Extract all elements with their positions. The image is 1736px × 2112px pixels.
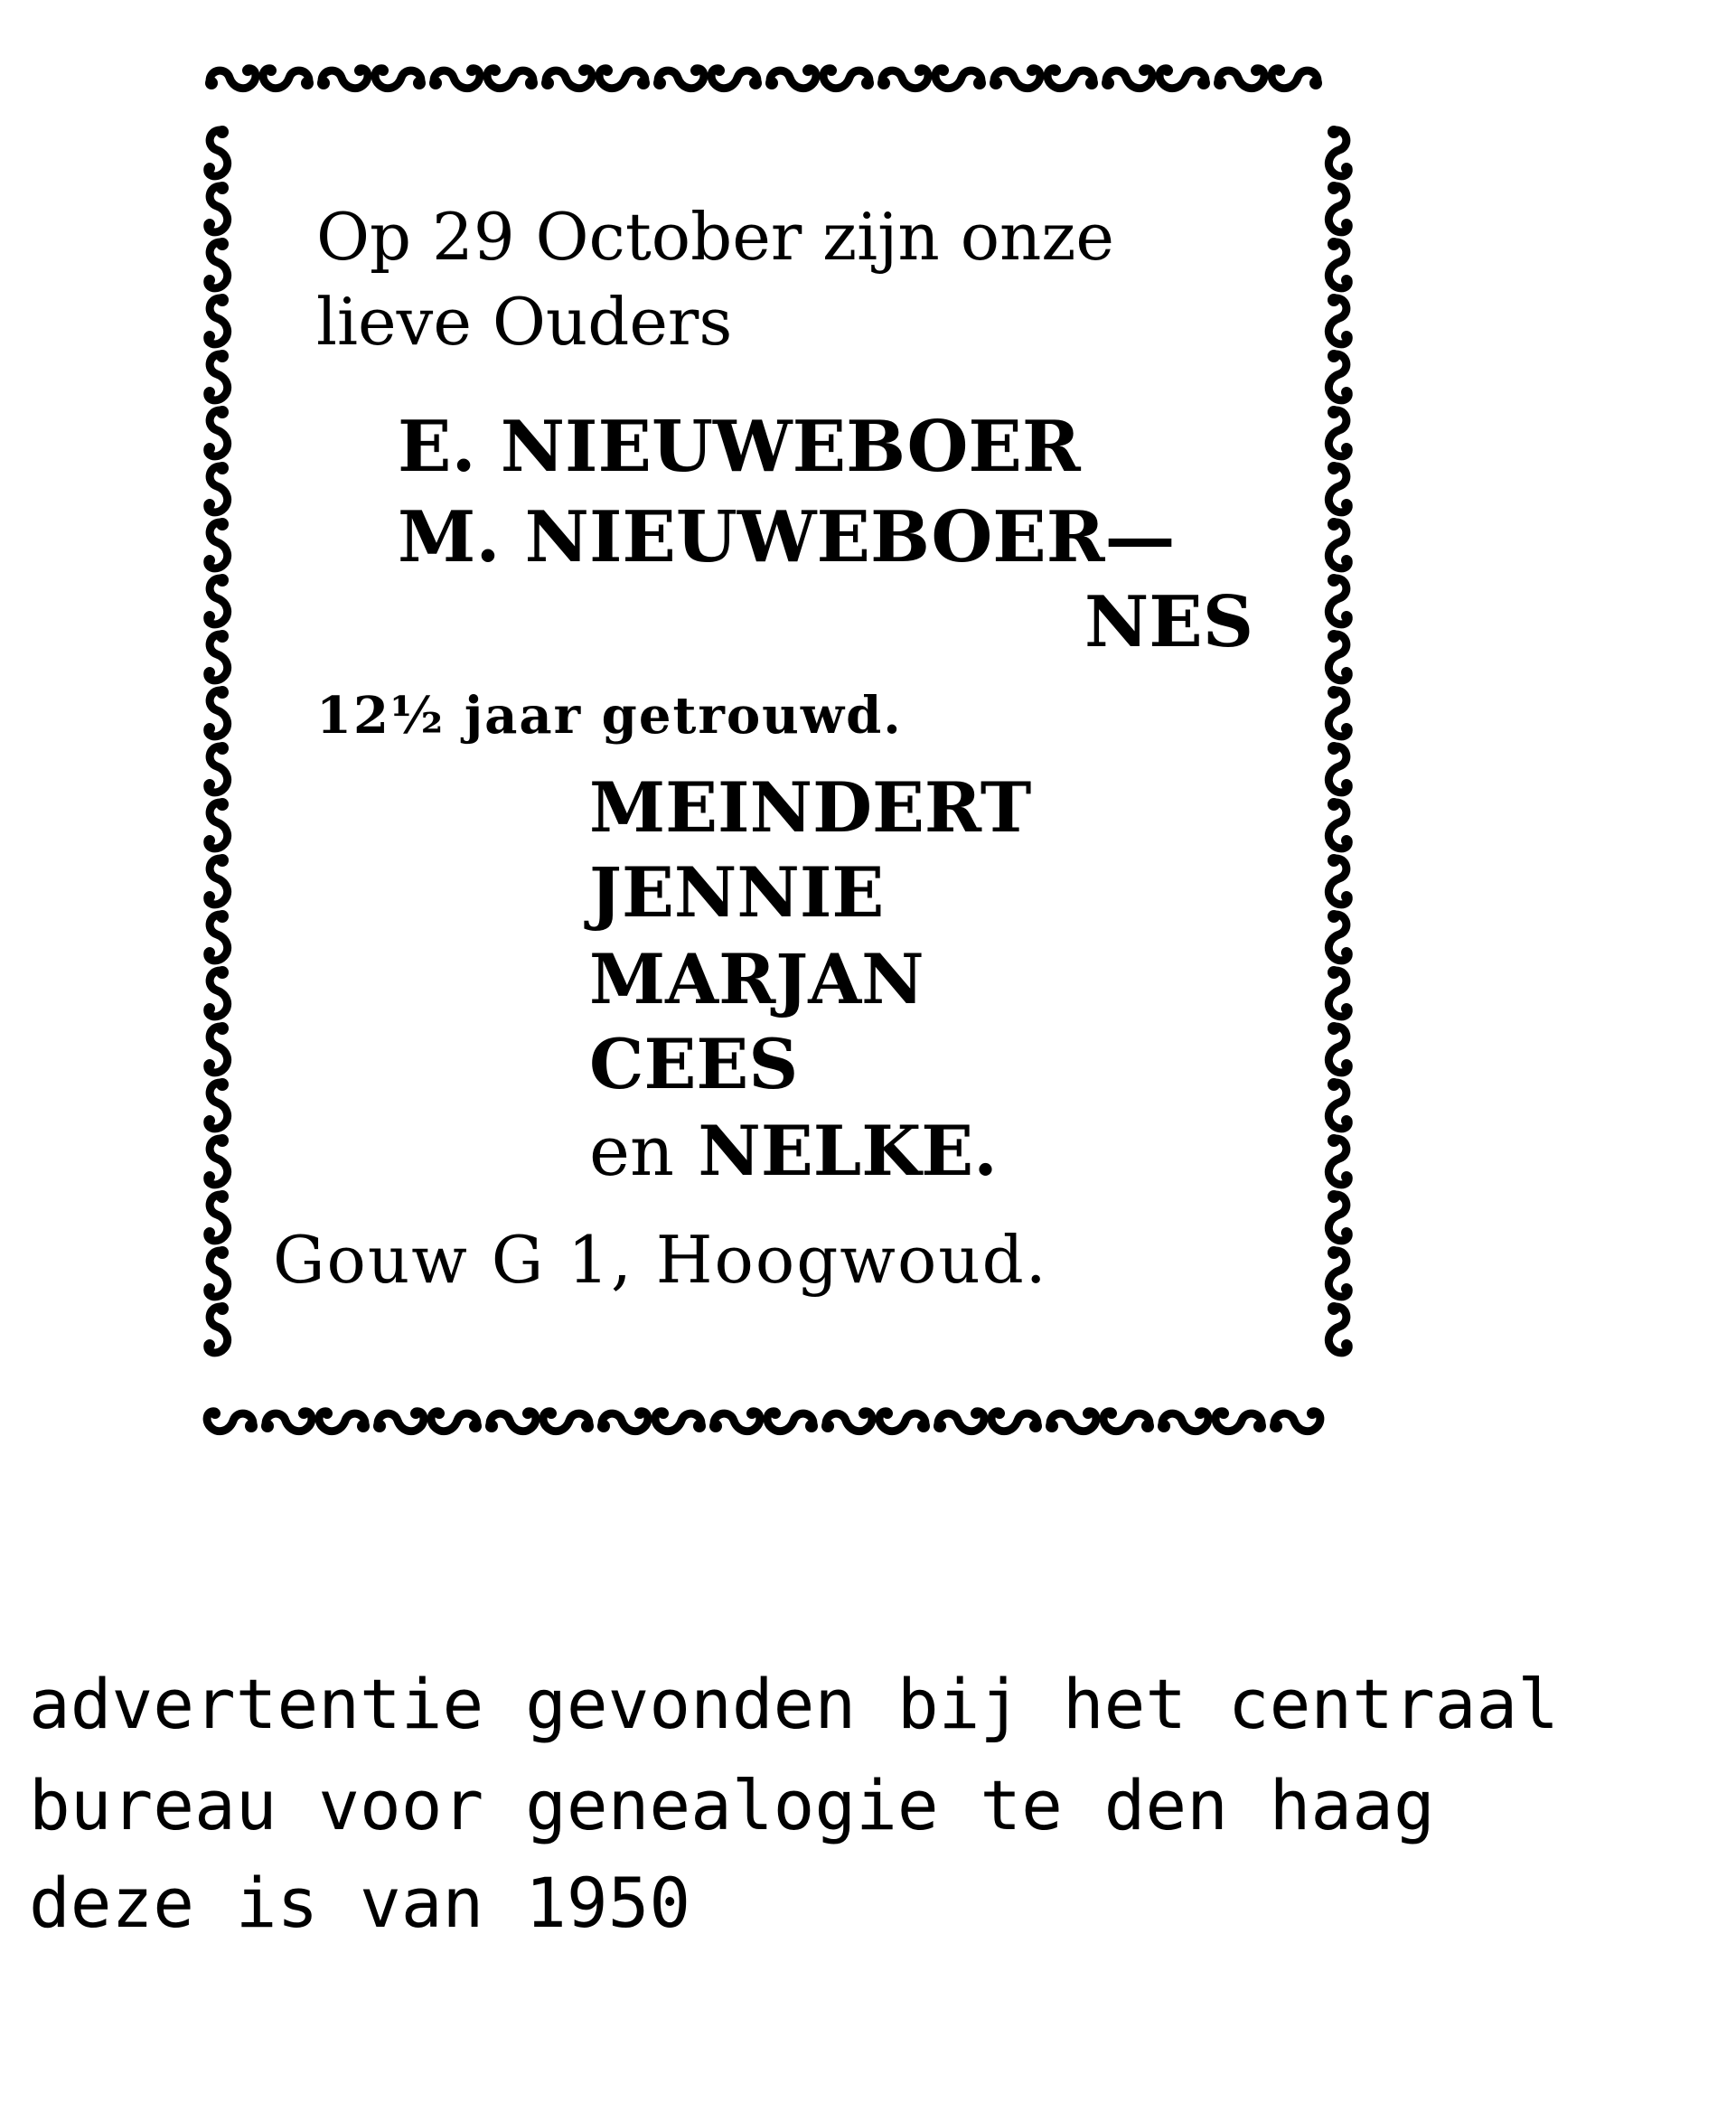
child-name: CEES xyxy=(589,1024,799,1104)
border-scroll-ornament xyxy=(204,1022,229,1073)
border-scroll-ornament xyxy=(1328,798,1352,849)
border-scroll-ornament xyxy=(204,182,229,232)
border-scroll-ornament xyxy=(204,350,229,400)
border-scroll-ornament xyxy=(1328,462,1352,512)
border-scroll-ornament xyxy=(261,1408,312,1432)
border-scroll-ornament xyxy=(204,686,229,737)
border-scroll-ornament xyxy=(1328,406,1352,456)
border-scroll-ornament xyxy=(204,1078,229,1129)
border-scroll-ornament xyxy=(204,1134,229,1185)
border-scroll-ornament xyxy=(204,798,229,849)
border-scroll-ornament xyxy=(375,65,426,89)
border-scroll-ornament xyxy=(204,1190,229,1241)
border-scroll-ornament xyxy=(1328,686,1352,737)
border-scroll-ornament xyxy=(204,574,229,624)
border-scroll-ornament xyxy=(1328,630,1352,681)
child-prefix: en xyxy=(589,1111,674,1191)
border-scroll-ornament xyxy=(1328,1190,1352,1241)
border-scroll-ornament xyxy=(485,1408,536,1432)
border-scroll-ornament xyxy=(373,1408,424,1432)
child-name: JENNIE xyxy=(589,852,885,933)
border-scroll-ornament xyxy=(1103,1408,1154,1432)
border-scroll-ornament xyxy=(767,1408,818,1432)
border-scroll-ornament xyxy=(1047,65,1098,89)
border-scroll-ornament xyxy=(1215,1408,1266,1432)
border-scroll-ornament xyxy=(1159,65,1210,89)
border-scroll-ornament xyxy=(653,65,704,89)
border-scroll-ornament xyxy=(1328,910,1352,961)
border-scroll-ornament xyxy=(599,65,650,89)
caption-line-2: bureau voor genealogie te den haag xyxy=(29,1765,1435,1845)
child-name-last xyxy=(589,1111,998,1191)
border-scroll-ornament xyxy=(765,65,816,89)
border-scroll-ornament xyxy=(990,65,1040,89)
border-scroll-ornament xyxy=(821,1408,872,1432)
border-scroll-ornament xyxy=(1328,966,1352,1017)
border-scroll-ornament xyxy=(1328,1246,1352,1297)
border-scroll-ornament xyxy=(1214,65,1264,89)
child-name: MARJAN xyxy=(589,939,924,1019)
border-scroll-ornament xyxy=(709,1408,760,1432)
border-scroll-ornament xyxy=(204,462,229,512)
border-scroll-ornament xyxy=(655,1408,706,1432)
border-scroll-ornament xyxy=(934,1408,984,1432)
border-scroll-ornament xyxy=(1102,65,1152,89)
border-scroll-ornament xyxy=(317,65,368,89)
parent-name-2: M. NIEUWEBOER— xyxy=(398,496,1176,578)
caption-line-3: deze is van 1950 xyxy=(29,1863,691,1943)
border-scroll-ornament xyxy=(487,65,538,89)
address-line: Gouw G 1, Hoogwoud. xyxy=(273,1222,1048,1298)
border-scroll-ornament xyxy=(1046,1408,1096,1432)
border-scroll-ornament xyxy=(204,406,229,456)
border-scroll-ornament xyxy=(877,65,928,89)
border-scroll-ornament xyxy=(1328,574,1352,624)
border-scroll-ornament xyxy=(204,854,229,905)
border-scroll-ornament xyxy=(879,1408,930,1432)
border-scroll-ornament xyxy=(1328,350,1352,400)
border-scroll-ornament xyxy=(541,65,592,89)
anniversary-line: 12½ jaar getrouwd. xyxy=(316,686,903,746)
border-scroll-ornament xyxy=(1328,294,1352,344)
border-scroll-ornament xyxy=(1328,1078,1352,1129)
border-scroll-ornament xyxy=(823,65,874,89)
border-scroll-ornament xyxy=(205,65,256,89)
border-scroll-ornament xyxy=(204,630,229,681)
border-scroll-ornament xyxy=(1272,65,1322,89)
parent-name-1: E. NIEUWEBOER xyxy=(398,406,1081,488)
border-scroll-ornament xyxy=(1328,742,1352,793)
border-scroll-ornament xyxy=(597,1408,648,1432)
intro-line-1: Op 29 October zijn onze xyxy=(316,199,1114,275)
intro-line-2: lieve Ouders xyxy=(316,284,733,360)
border-scroll-ornament xyxy=(204,1302,229,1353)
border-scroll-ornament xyxy=(1328,1134,1352,1185)
border-scroll-ornament xyxy=(204,1246,229,1297)
border-scroll-ornament xyxy=(991,1408,1042,1432)
border-scroll-ornament xyxy=(1158,1408,1208,1432)
border-scroll-ornament xyxy=(207,1408,258,1432)
border-scroll-ornament xyxy=(204,966,229,1017)
border-scroll-ornament xyxy=(204,126,229,176)
caption-line-1: advertentie gevonden bij het centraal xyxy=(29,1664,1559,1744)
border-scroll-ornament xyxy=(204,742,229,793)
border-scroll-ornament xyxy=(429,65,480,89)
advertisement xyxy=(201,52,1356,1453)
border-scroll-ornament xyxy=(319,1408,370,1432)
border-scroll-ornament xyxy=(1328,238,1352,288)
border-scroll-ornament xyxy=(204,294,229,344)
border-scroll-ornament xyxy=(204,518,229,568)
parent-name-2-continued: NES xyxy=(1084,581,1254,663)
border-scroll-ornament xyxy=(543,1408,594,1432)
border-scroll-ornament xyxy=(204,910,229,961)
border-scroll-ornament xyxy=(431,1408,482,1432)
child-name: NELKE. xyxy=(698,1111,998,1191)
border-scroll-ornament xyxy=(1270,1408,1320,1432)
border-scroll-ornament xyxy=(1328,854,1352,905)
border-scroll-ornament xyxy=(1328,1022,1352,1073)
border-scroll-ornament xyxy=(1328,182,1352,232)
border-scroll-ornament xyxy=(1328,1302,1352,1353)
border-scroll-ornament xyxy=(1328,518,1352,568)
border-scroll-ornament xyxy=(711,65,762,89)
border-scroll-ornament xyxy=(204,238,229,288)
border-scroll-ornament xyxy=(263,65,314,89)
border-scroll-ornament xyxy=(1328,126,1352,176)
border-scroll-ornament xyxy=(935,65,986,89)
child-name: MEINDERT xyxy=(589,767,1032,848)
